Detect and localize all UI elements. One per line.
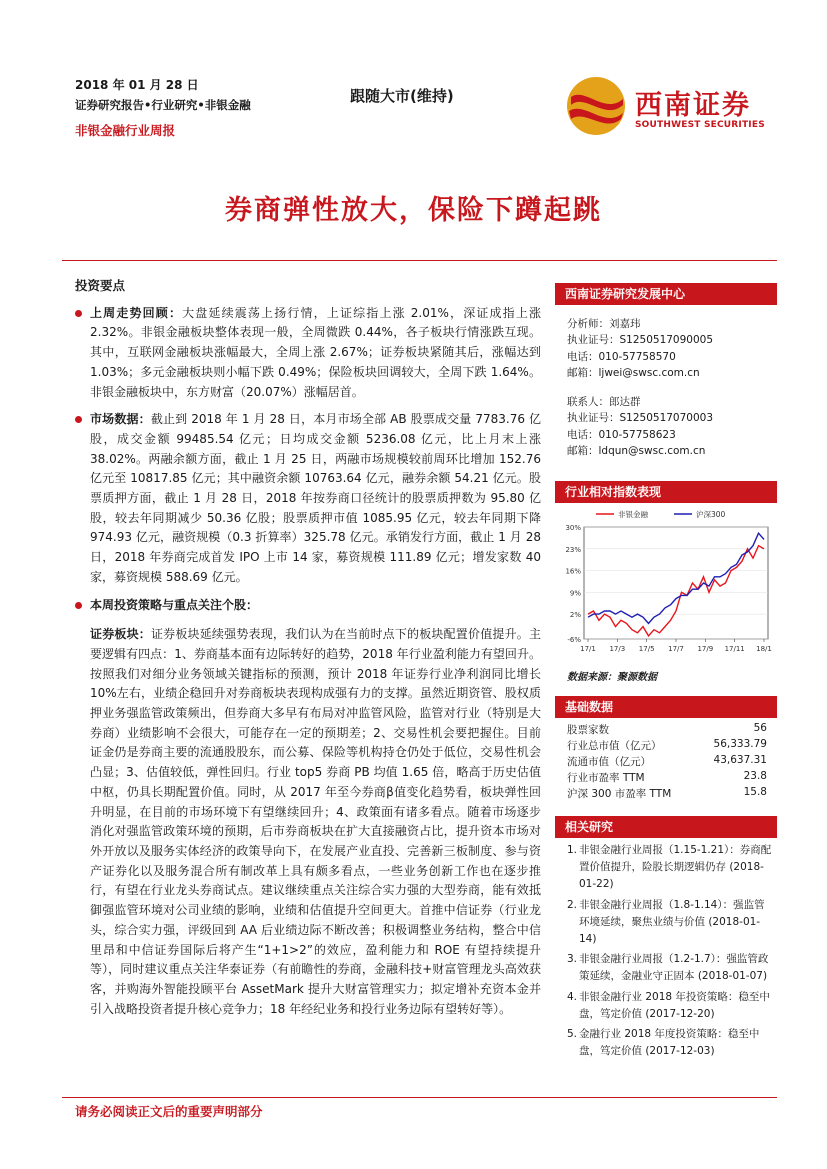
analyst-cert: 执业证号：S1250517090005 xyxy=(567,334,714,347)
research-center-header: 西南证券研究发展中心 xyxy=(555,283,777,305)
stat-row xyxy=(567,770,767,785)
report-date: 2018 年 01 月 28 日 xyxy=(75,78,199,92)
stat-row xyxy=(567,738,767,753)
related-text: 非银金融行业周报（1.8-1.14）：强监管环境延续，聚焦业绩与价值 (2018-01-14) xyxy=(579,898,765,946)
related-research-list xyxy=(567,842,772,1063)
related-item[interactable] xyxy=(567,1026,772,1060)
x-tick-label: 17/5 xyxy=(638,645,655,653)
logo-text-en: SOUTHWEST SECURITIES xyxy=(635,120,765,130)
stat-value: 15.8 xyxy=(743,786,767,798)
relative-index-chart xyxy=(558,505,776,663)
legend-label: 沪深300 xyxy=(696,510,726,519)
related-item[interactable] xyxy=(567,897,772,949)
y-tick-label: 9% xyxy=(569,589,581,598)
plot-frame xyxy=(584,527,768,639)
chart-header: 行业相对指数表现 xyxy=(555,481,777,503)
related-item[interactable] xyxy=(567,951,772,985)
bullet-text: 大盘延续震荡上扬行情，上证综指上涨 2.01%，深证成指上涨 2.32%。非银金融板块整体表现一般，全周微跌 0.44%，各子板块行情涨跌互现。其中，互联网金融板块涨幅最大，全周上涨 2.67%；证券板块紧随其后，涨幅达到 1.03%；多元金融板块则小幅下跌 0.49%；保险板块回调较大，全周下跌 1.64%。非银金融板块中，东方财富（20.07%）涨幅居首。 xyxy=(90,305,541,399)
page-title: 券商弹性放大，保险下蹲起跳 xyxy=(225,195,602,226)
stat-value: 43,637.31 xyxy=(713,754,767,766)
x-tick-label: 17/7 xyxy=(668,645,684,653)
y-tick-label: 30% xyxy=(565,524,581,532)
stat-row xyxy=(567,786,767,801)
legend-label: 非银金融 xyxy=(618,510,648,519)
related-num: 1. xyxy=(567,844,578,856)
analyst-name: 联系人：郎达群 xyxy=(567,396,641,408)
related-text: 金融行业 2018 年度投资策略：稳至中盘，笃定价值 (2017-12-03) xyxy=(579,1028,760,1058)
y-tick-label: -6% xyxy=(567,636,581,644)
analyst-name: 分析师：刘嘉玮 xyxy=(567,318,641,330)
x-tick-label: 17/11 xyxy=(724,645,745,653)
related-num: 3. xyxy=(567,953,578,966)
related-text: 非银金融行业 2018 年投资策略：稳至中盘，笃定价值 (2017-12-20) xyxy=(579,990,770,1020)
stat-label: 行业市盈率 TTM xyxy=(567,772,645,784)
bullet-market-data xyxy=(75,410,541,587)
bullet-text: 截止到 2018 年 1 月 28 日，本月市场全部 AB 股票成交量 7783.76 亿股，成交金额 99485.54 亿元；日均成交金额 5236.08 亿元，比上月末上涨 38.02%。两融余额方面，截止 1 月 25 日，两融市场规模较前周环比增加 152.76 亿元至 10817.85 亿元；其中融资余额 10763.64 亿元，融券余额 54.21 亿元。股票质押方面，截止 1 月 28 日，2018 年按券商口径统计的股票质押数为 95.80 亿股，较去年同期减少 50.36 亿股；股票质押市值 1085.95 亿元，较去年同期下降 974.93 亿元，融资规模（0.3 折算率）325.78 亿元。承销发行方面，截止 1 月 28 日，2018 年券商完成首发 IPO 上市 14 家，募资规模 111.89 亿元；增发家数 40 家，募资规模 588.69 亿元。 xyxy=(90,412,541,584)
analyst-email[interactable]: 邮箱：ldqun@swsc.com.cn xyxy=(567,444,706,457)
chart-source: 数据来源：聚源数据 xyxy=(567,672,657,683)
bullet-lead: 本周投资策略与重点关注个股： xyxy=(90,597,259,612)
related-num: 2. xyxy=(567,898,578,911)
logo-emblem-icon xyxy=(565,75,627,137)
series-line-0 xyxy=(588,546,764,636)
report-sector: 非银金融行业周报 xyxy=(75,123,176,138)
stat-row xyxy=(567,722,767,737)
stat-label: 行业总市值（亿元） xyxy=(567,740,662,752)
stat-label: 沪深 300 市盈率 TTM xyxy=(567,788,672,800)
bullet-weekly-review xyxy=(75,304,541,403)
related-text: 非银金融行业周报（1.2-1.7）：强监管政策延续，金融业守正固本 (2018-01-07) xyxy=(579,953,769,983)
stat-label: 流通市值（亿元） xyxy=(567,756,651,768)
stat-value: 56,333.79 xyxy=(713,738,767,750)
x-tick-label: 17/3 xyxy=(609,645,626,653)
related-item[interactable] xyxy=(567,842,772,894)
bullet-dot-icon xyxy=(75,310,82,317)
bullet-lead: 市场数据： xyxy=(90,412,151,427)
strategy-paragraph xyxy=(75,625,541,1019)
x-tick-label: 18/1 xyxy=(756,645,772,653)
analyst-phone: 电话：010-57758570 xyxy=(567,350,676,363)
report-type: 证券研究报告•行业研究•非银金融 xyxy=(75,98,251,112)
strategy-text: 证券板块延续强势表现，我们认为在当前时点下的板块配置价值提升。主要逻辑有四点：1、券商基本面有边际转好的趋势，2018 年行业盈利能力有望回升。按照我们对细分业务领域关键指标的预测，预计 2018 年证券行业净利润同比增长 10%左右，业绩企稳回升对券商板块表现构成强有力的支撑。虽然近期资管、股权质押业务强监管政策频出，但券商大多早有布局对冲监管风险，监管对行业（特别是大券商）业绩影响不会很大，可能存在一定的预期差；2、交易性机会要把握住。目前证金仍是券商主要的流通股股东，而公募、保险等机构持仓仍处于低位，交易性机会凸显；3、估值较低，弹性回归。行业 top5 券商 PB 均值 1.65 倍，略高于历史估值中枢，仍具长期配置价值。同时，从 2017 年至今券商β值变化趋势看，板块弹性回升明显，在目前的市场环境下有望继续回升；4、政策面有诸多看点。随着市场逐步消化对强监管政策环境的预期，后市券商板块在扩大直接融资占比，提升资本市场对外开放以及服务实体经济的政策导向下，在发展产业直投、完善新三板制度、参与资产证券化以及服务混合所有制改革上具有颇多看点，一些业务创新工作也在逐步推行，有望在行业龙头券商试点。建议继续重点关注综合实力强的大型券商，能有效抵御强监管环境对公司业绩的影响，业绩和估值提升空间更大。首推中信证券（行业龙头，综合实力强，评级回到 AA 后业绩边际不断改善；积极调整业务结构，整合中信里昂和中信证券国际后将产生“1+1>2”的效应，盈利能力和 ROE 有望持续提升等），同时建议重点关注华泰证券（有前瞻性的券商，金融科技+财富管理龙头高效获客，并购海外智能投顾平台 AssetMark 提升大财富管理实力；拟定增补充资本金并引入战略投资者提升核心竞争力；18 年经纪业务和投行业务边际有望转好等）。 xyxy=(90,627,541,1016)
footer-disclaimer: 请务必阅读正文后的重要声明部分 xyxy=(75,1104,263,1119)
related-text: 非银金融行业周报（1.15-1.21）：券商配置价值提升，险股长期逻辑仍存 (2018-01-22) xyxy=(579,844,772,891)
x-tick-label: 17/1 xyxy=(580,645,596,653)
logo-text-cn: 西南证券 xyxy=(635,90,751,121)
section-title: 投资要点 xyxy=(75,278,126,293)
company-logo xyxy=(565,75,775,137)
related-num: 5. xyxy=(567,1028,578,1041)
footer-divider xyxy=(62,1097,777,1098)
stat-label: 股票家数 xyxy=(567,724,609,736)
strategy-lead: 证券板块： xyxy=(90,627,151,642)
analyst-cert: 执业证号：S1250517070003 xyxy=(567,412,714,425)
stat-row xyxy=(567,754,767,769)
x-tick-label: 17/9 xyxy=(697,645,714,653)
bullet-strategy xyxy=(75,596,541,616)
related-research-header: 相关研究 xyxy=(555,816,777,838)
bullet-dot-icon xyxy=(75,416,82,423)
stat-value: 56 xyxy=(753,722,767,734)
analyst-email[interactable]: 邮箱：ljwei@swsc.com.cn xyxy=(567,366,700,379)
rating: 跟随大市(维持) xyxy=(350,87,454,105)
analyst-phone: 电话：010-57758623 xyxy=(567,428,676,441)
y-tick-label: 16% xyxy=(565,567,581,576)
related-item[interactable] xyxy=(567,989,772,1023)
y-tick-label: 2% xyxy=(569,611,581,620)
title-divider xyxy=(62,260,777,261)
y-tick-label: 23% xyxy=(565,545,581,554)
stat-value: 23.8 xyxy=(743,770,767,782)
investment-highlights xyxy=(75,276,541,1019)
analyst-2 xyxy=(567,394,713,459)
related-num: 4. xyxy=(567,990,578,1003)
bullet-dot-icon xyxy=(75,602,82,609)
bullet-lead: 上周走势回顾： xyxy=(90,305,183,320)
analyst-1 xyxy=(567,316,713,381)
stats-header: 基础数据 xyxy=(555,696,777,718)
